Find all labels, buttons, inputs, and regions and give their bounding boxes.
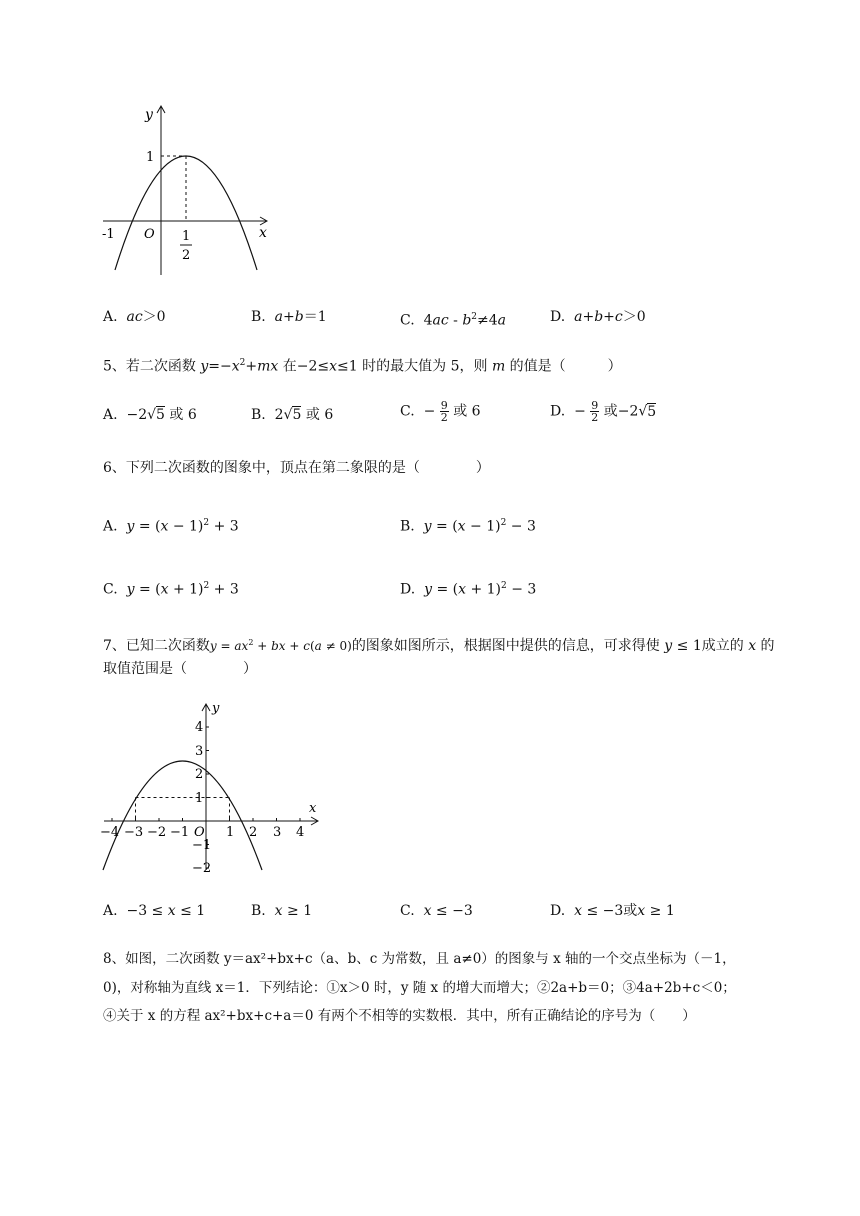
svg-text:−2: −2 — [192, 861, 212, 876]
question-7-line-2: 取值范围是（ ） — [103, 661, 257, 677]
svg-text:2: 2 — [195, 767, 204, 782]
q6-option-d[interactable]: D. $y = (x + 1)^2 - 3$ — [400, 581, 537, 598]
svg-text:−2: −2 — [147, 825, 167, 840]
figure-1-parabola — [95, 100, 280, 280]
tick-1-label: 1 — [146, 150, 155, 165]
figure-2-parabola — [98, 700, 328, 880]
q7-option-d[interactable]: D. x ≤ −3或x ≥ 1 — [550, 903, 675, 919]
svg-text:4: 4 — [195, 720, 204, 735]
q5-option-c[interactable]: C. − $\frac{9}{2}$ 或 6 — [400, 399, 481, 424]
svg-text:2: 2 — [249, 825, 258, 840]
question-8-line-2: 0)，对称轴为直线 x＝1．下列结论：①x＞0 时，y 随 x 的增大而增大；②2a+b＝0；③4a+2b+c＜0； — [103, 980, 736, 996]
q6-option-a[interactable]: A. $y = (x - 1)^2 + 3$ — [103, 518, 239, 535]
svg-text:−4: −4 — [100, 825, 120, 840]
question-7-line-1: 7、已知二次函数$y = ax^2$ + bx + c(a ≠ 0)的图象如图所示，根据图中提供的信息，可求得使 y ≤ 1成立的 x 的 — [103, 638, 775, 654]
x-axis-label: x — [309, 801, 317, 816]
svg-text:1: 1 — [195, 791, 204, 806]
q4-option-a[interactable]: A. ac＞0 — [103, 309, 166, 325]
svg-text:−3: −3 — [124, 825, 144, 840]
q7-options — [103, 900, 803, 924]
parabola-curve — [103, 761, 262, 870]
half-denominator: 2 — [182, 248, 191, 263]
q4-option-c[interactable]: C. $4ac - b^2\ne 4a$ — [400, 312, 507, 329]
question-6: 6、下列二次函数的图象中，顶点在第二象限的是（ ） — [103, 460, 490, 476]
svg-text:3: 3 — [273, 825, 282, 840]
y-axis-label: y — [145, 107, 153, 123]
q5-option-d[interactable]: D. − $\frac{9}{2}$ 或−2√5 — [550, 399, 657, 424]
q7-option-b[interactable]: B. x ≥ 1 — [251, 903, 313, 919]
q5-options — [103, 400, 803, 432]
q5-option-a[interactable]: A. −2√5 或 6 — [103, 407, 197, 423]
q5-option-b[interactable]: B. 2√5 或 6 — [251, 407, 334, 423]
q7-option-a[interactable]: A. −3 ≤ x ≤ 1 — [103, 903, 206, 919]
q7-option-c[interactable]: C. x ≤ −3 — [400, 903, 473, 919]
svg-text:3: 3 — [195, 744, 204, 759]
tick-neg1-label: -1 — [102, 227, 115, 242]
q6-options-row2 — [103, 575, 803, 599]
q6-option-b[interactable]: B. $y = (x - 1)^2 - 3$ — [400, 518, 536, 535]
q6-option-c[interactable]: C. $y = (x + 1)^2 + 3$ — [103, 581, 239, 598]
svg-text:4: 4 — [296, 825, 305, 840]
q4-option-b[interactable]: B. a+b＝1 — [251, 309, 327, 325]
q4-option-d[interactable]: D. a+b+c＞0 — [550, 309, 646, 325]
svg-text:−1: −1 — [170, 825, 190, 840]
svg-text:1: 1 — [226, 825, 235, 840]
half-numerator: 1 — [182, 229, 191, 244]
origin-label: O — [194, 825, 205, 840]
q4-options — [103, 306, 803, 330]
origin-label: O — [144, 227, 155, 242]
question-8-line-1: 8、如图，二次函数 y＝ax²+bx+c（a、b、c 为常数，且 a≠0）的图象与 x 轴的一个交点坐标为（－1， — [103, 951, 736, 967]
svg-text:−1: −1 — [192, 838, 212, 853]
question-5: 5、若二次函数 $y=-x^2+mx$ 在−2≤x≤1 时的最大值为 5，则 m 的值是（ ） — [103, 358, 622, 375]
x-axis-label: x — [259, 225, 267, 241]
q6-options-row1 — [103, 512, 803, 536]
y-axis-label: y — [212, 701, 220, 716]
question-8-line-3: ④关于 x 的方程 ax²+bx+c+a＝0 有两个不相等的实数根．其中，所有正确结论的序号为（ ） — [103, 1008, 696, 1024]
